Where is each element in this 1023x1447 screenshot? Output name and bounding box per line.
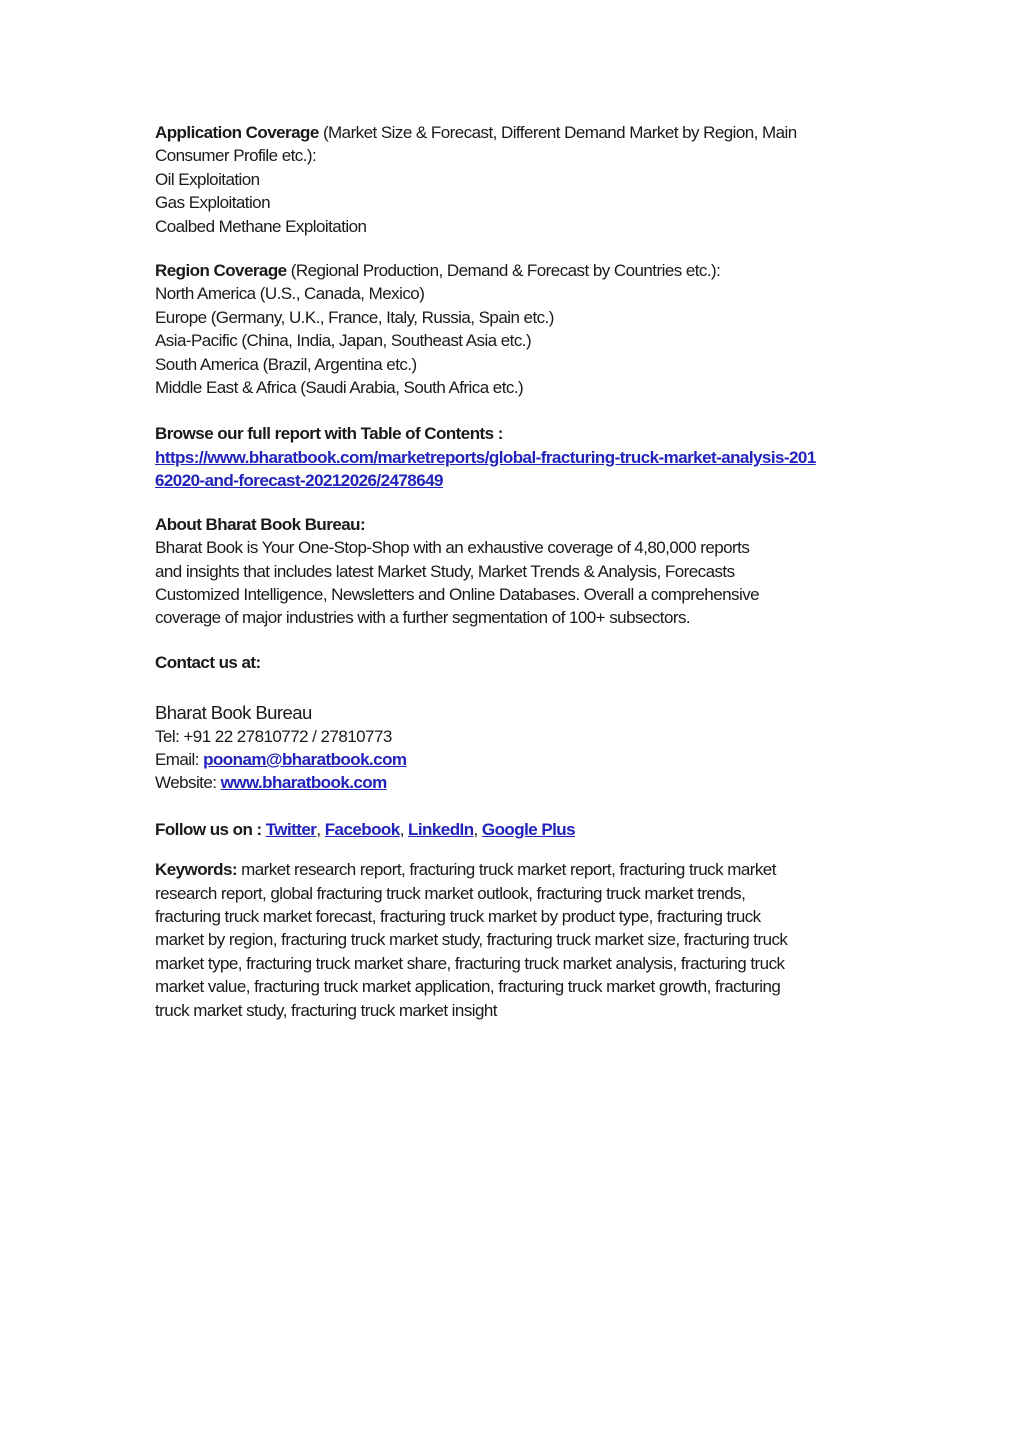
contact-website-line [155,771,905,794]
application-item: Coalbed Methane Exploitation [155,216,367,236]
document-content [155,121,905,1022]
about-text-line: coverage of major industries with a further segmentation of 100+ subsectors. [155,608,691,628]
region-item: Middle East & Africa (Saudi Arabia, South Africa etc.) [155,378,524,398]
about-text-line: Customized Intelligence, Newsletters and Online Databases. Overall a comprehensive [155,584,760,604]
region-item: Asia-Pacific (China, India, Japan, Southeast Asia etc.) [155,331,532,351]
link-separator: , [399,819,409,839]
application-coverage-paragraph [155,121,905,238]
browse-report-heading-text: Browse our full report with Table of Contents : [155,424,503,444]
facebook-link[interactable]: Facebook [324,819,400,839]
region-coverage-heading-line [155,259,905,282]
keywords-line: market value, fracturing truck market application, fracturing truck market growth, fracturing [155,977,781,997]
region-coverage-heading: Region Coverage [155,261,287,281]
follow-us-line [155,818,905,841]
application-coverage-heading: Application Coverage [155,123,319,142]
application-coverage-heading-line [155,121,905,144]
region-item: South America (Brazil, Argentina etc.) [155,354,417,374]
contact-details-paragraph [155,701,905,795]
region-item: Europe (Germany, U.K., France, Italy, Russia, Spain etc.) [155,307,554,327]
contact-heading-line [155,651,905,674]
browse-report-paragraph [155,422,905,492]
email-label: Email: [155,749,204,769]
application-item: Gas Exploitation [155,193,270,213]
website-label: Website: [155,773,221,793]
keywords-line: truck market study, fracturing truck market insight [155,1000,497,1020]
region-coverage-paragraph [155,259,905,399]
report-url-link-continued[interactable]: 62020-and-forecast-20212026/2478649 [155,471,443,491]
application-coverage-heading-suffix: (Market Size & Forecast, Different Demand Market by Region, Main [318,123,797,142]
keywords-line: fracturing truck market forecast, fracturing truck market by product type, fracturing truck [155,906,761,926]
keywords-line1-rest: market research report, fracturing truck market report, fracturing truck market [236,860,776,880]
contact-company-name: Bharat Book Bureau [155,702,312,724]
about-heading: About Bharat Book Bureau: [155,514,366,534]
application-item: Oil Exploitation [155,169,260,189]
region-coverage-heading-suffix: (Regional Production, Demand & Forecast by Countries etc.): [286,261,721,281]
email-link[interactable]: poonam@bharatbook.com [203,749,407,769]
linkedin-link[interactable]: LinkedIn [408,819,474,839]
report-url-link[interactable]: https://www.bharatbook.com/marketreports/global-fracturing-truck-market-analysis-201 [155,447,816,467]
keywords-first-line [155,858,905,881]
follow-us-label: Follow us on : [155,819,266,839]
contact-heading: Contact us at: [155,652,261,672]
keywords-paragraph [155,858,905,1022]
contact-telephone: Tel: +91 22 27810772 / 27810773 [155,726,392,746]
application-coverage-heading-line2: Consumer Profile etc.): [155,146,317,166]
keywords-line: market type, fracturing truck market share, fracturing truck market analysis, fracturing truck [155,953,785,973]
browse-report-heading [155,422,905,445]
keywords-label: Keywords: [155,860,237,880]
region-item: North America (U.S., Canada, Mexico) [155,284,425,304]
keywords-line: research report, global fracturing truck market outlook, fracturing truck market trends, [155,883,746,903]
website-link[interactable]: www.bharatbook.com [220,773,387,793]
link-separator: , [316,819,325,839]
twitter-link[interactable]: Twitter [265,819,317,839]
google-plus-link[interactable]: Google Plus [481,819,576,839]
follow-us-paragraph [155,818,905,841]
contact-email-line [155,748,905,771]
about-paragraph [155,513,905,630]
about-heading-line [155,513,905,536]
keywords-line: market by region, fracturing truck market study, fracturing truck market size, fracturing truck [155,930,788,950]
report-url-line1-wrap [155,446,905,469]
link-separator: , [473,819,482,839]
about-text-line: Bharat Book is Your One-Stop-Shop with an exhaustive coverage of 4,80,000 reports [155,538,750,558]
report-url-line2-wrap [155,469,905,492]
about-text-line: and insights that includes latest Market Study, Market Trends & Analysis, Forecasts [155,561,735,581]
contact-heading-paragraph [155,651,905,674]
